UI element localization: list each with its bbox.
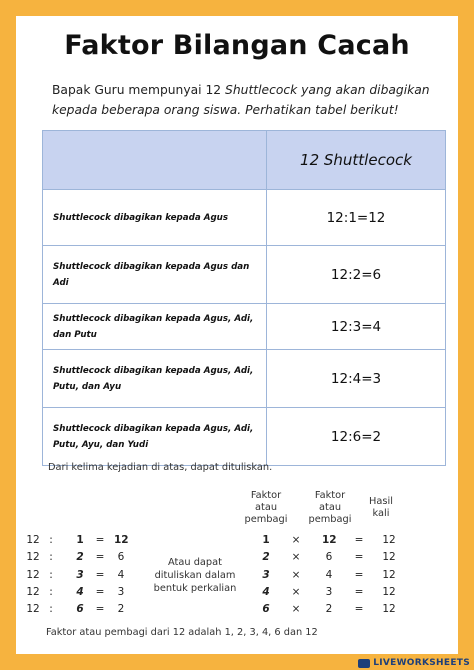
intro-italic: Shuttlecock yang akan dibagikan kepada beberapa orang siswa. Perhatikan tabel berikut! (52, 83, 430, 117)
row-label: Shuttlecock dibagikan kepada Agus, Adi, Putu, dan Ayu (43, 350, 267, 408)
equals-sign: = (95, 551, 105, 563)
equals-sign: = (95, 586, 105, 598)
equals-sign: = (354, 551, 364, 563)
row-label: Shuttlecock dibagikan kepada Agus, Adi, dan Putu (43, 304, 267, 350)
table-row (43, 304, 446, 350)
quotient: 6 (117, 551, 125, 563)
equals-sign: = (354, 586, 364, 598)
logo-mark-icon (358, 659, 370, 668)
factor-2: 2 (325, 603, 333, 615)
row-value: 12:3=4 (267, 304, 446, 350)
factor-1: 6 (262, 603, 270, 615)
note-text: Dari kelima kejadian di atas, dapat dituliskan. (48, 462, 273, 473)
header-factor-1: Faktor atau pembagi (244, 490, 288, 525)
row-value: 12:2=6 (267, 246, 446, 304)
times-sign: × (291, 534, 301, 546)
middle-explanation: Atau dapat dituliskan dalam bentuk perkalian (153, 557, 237, 594)
product-result: 12 (382, 551, 396, 563)
divisor: 4 (76, 586, 84, 598)
colon-sign: : (49, 534, 53, 546)
table-header-row (43, 131, 446, 190)
factor-2: 12 (322, 534, 337, 546)
divisor: 2 (76, 551, 84, 563)
shuttlecock-table (42, 130, 446, 466)
liveworksheets-logo (358, 658, 470, 668)
colon-sign: : (49, 569, 53, 581)
dividend: 12 (26, 586, 40, 598)
row-label: Shuttlecock dibagikan kepada Agus, Adi, Putu, Ayu, dan Yudi (43, 408, 267, 466)
equals-sign: = (354, 569, 364, 581)
product-result: 12 (382, 586, 396, 598)
intro-text (52, 80, 446, 120)
divisor: 6 (76, 603, 84, 615)
table-row (43, 190, 446, 246)
table-header-empty (43, 131, 267, 190)
quotient: 4 (117, 569, 125, 581)
colon-sign: : (49, 603, 53, 615)
product-result: 12 (382, 534, 396, 546)
quotient: 2 (117, 603, 125, 615)
times-sign: × (291, 603, 301, 615)
factor-2: 4 (325, 569, 333, 581)
factor-1: 4 (262, 586, 270, 598)
colon-sign: : (49, 551, 53, 563)
quotient: 3 (117, 586, 125, 598)
row-label: Shuttlecock dibagikan kepada Agus dan Adi (43, 246, 267, 304)
header-result: Hasil kali (369, 496, 393, 519)
equals-sign: = (354, 603, 364, 615)
dividend: 12 (26, 603, 40, 615)
times-sign: × (291, 569, 301, 581)
divisor: 1 (76, 534, 84, 546)
times-sign: × (291, 551, 301, 563)
row-value: 12:6=2 (267, 408, 446, 466)
logo-text: LIVEWORKSHEETS (373, 658, 470, 668)
divisor: 3 (76, 569, 84, 581)
footer-text: Faktor atau pembagi dari 12 adalah 1, 2, 3, 4, 6 dan 12 (46, 627, 318, 638)
quotient: 12 (114, 534, 129, 546)
dividend: 12 (26, 569, 40, 581)
header-factor-2: Faktor atau pembagi (308, 490, 352, 525)
factor-1: 1 (262, 534, 270, 546)
factor-1: 3 (262, 569, 270, 581)
factor-1: 2 (262, 551, 270, 563)
dividend: 12 (26, 534, 40, 546)
table-row (43, 408, 446, 466)
equals-sign: = (95, 569, 105, 581)
product-result: 12 (382, 603, 396, 615)
page-title: Faktor Bilangan Cacah (64, 30, 410, 61)
table-row (43, 350, 446, 408)
product-result: 12 (382, 569, 396, 581)
factor-2: 3 (325, 586, 333, 598)
equals-sign: = (95, 534, 105, 546)
table-header-title: 12 Shuttlecock (267, 131, 446, 190)
times-sign: × (291, 586, 301, 598)
factor-2: 6 (325, 551, 333, 563)
equals-sign: = (354, 534, 364, 546)
table-row (43, 246, 446, 304)
colon-sign: : (49, 586, 53, 598)
row-label: Shuttlecock dibagikan kepada Agus (43, 190, 267, 246)
worksheet-page (16, 16, 458, 654)
dividend: 12 (26, 551, 40, 563)
equals-sign: = (95, 603, 105, 615)
row-value: 12:1=12 (267, 190, 446, 246)
intro-plain: Bapak Guru mempunyai 12 (52, 83, 226, 97)
row-value: 12:4=3 (267, 350, 446, 408)
